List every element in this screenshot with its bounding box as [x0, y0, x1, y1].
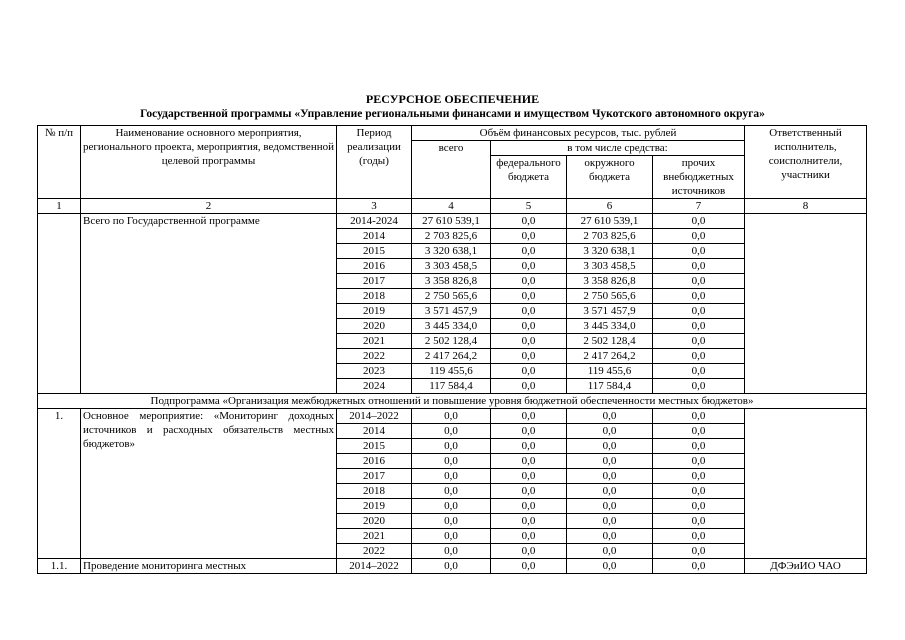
total-cell: 0,0: [412, 514, 491, 529]
col-number: 2: [81, 199, 337, 214]
other-cell: 0,0: [653, 349, 745, 364]
federal-cell: 0,0: [491, 334, 567, 349]
federal-cell: 0,0: [491, 529, 567, 544]
total-cell: 0,0: [412, 559, 491, 574]
period-cell: 2023: [337, 364, 412, 379]
other-cell: 0,0: [653, 379, 745, 394]
other-cell: 0,0: [653, 439, 745, 454]
period-cell: 2024: [337, 379, 412, 394]
period-cell: 2015: [337, 439, 412, 454]
district-cell: 0,0: [567, 424, 653, 439]
other-cell: 0,0: [653, 559, 745, 574]
total-cell: 0,0: [412, 424, 491, 439]
other-cell: 0,0: [653, 484, 745, 499]
period-cell: 2020: [337, 514, 412, 529]
subprogram-row: [38, 394, 867, 409]
federal-cell: 0,0: [491, 424, 567, 439]
federal-cell: 0,0: [491, 259, 567, 274]
federal-cell: 0,0: [491, 514, 567, 529]
activity-number: 1.1.: [38, 559, 81, 574]
other-cell: 0,0: [653, 544, 745, 559]
table-row: [38, 559, 867, 574]
federal-cell: 0,0: [491, 499, 567, 514]
activity-name: Проведение мониторинга местных: [81, 559, 337, 574]
period-cell: 2022: [337, 349, 412, 364]
period-cell: 2021: [337, 529, 412, 544]
federal-cell: 0,0: [491, 319, 567, 334]
district-cell: 119 455,6: [567, 364, 653, 379]
district-cell: 3 445 334,0: [567, 319, 653, 334]
period-cell: 2017: [337, 469, 412, 484]
responsible-cell: [745, 409, 867, 559]
total-cell: 3 303 458,5: [412, 259, 491, 274]
federal-cell: 0,0: [491, 349, 567, 364]
federal-cell: 0,0: [491, 364, 567, 379]
column-number-row: [38, 199, 867, 214]
period-cell: 2015: [337, 244, 412, 259]
district-cell: 2 502 128,4: [567, 334, 653, 349]
other-cell: 0,0: [653, 214, 745, 229]
other-cell: 0,0: [653, 364, 745, 379]
district-cell: 2 750 565,6: [567, 289, 653, 304]
other-cell: 0,0: [653, 424, 745, 439]
federal-cell: 0,0: [491, 469, 567, 484]
district-cell: 0,0: [567, 454, 653, 469]
title-line-2: Государственной программы «Управление региональными финансами и имуществом Чукотского автономного округа»: [140, 108, 765, 120]
other-cell: 0,0: [653, 529, 745, 544]
period-cell: 2014-2024: [337, 214, 412, 229]
district-cell: 0,0: [567, 514, 653, 529]
period-cell: 2014–2022: [337, 559, 412, 574]
total-cell: 2 703 825,6: [412, 229, 491, 244]
activity-number: 1.: [38, 409, 81, 559]
district-cell: 0,0: [567, 499, 653, 514]
col-number: 5: [491, 199, 567, 214]
total-cell: 27 610 539,1: [412, 214, 491, 229]
federal-cell: 0,0: [491, 304, 567, 319]
district-cell: 3 303 458,5: [567, 259, 653, 274]
header-total: всего: [412, 141, 491, 199]
period-cell: 2019: [337, 499, 412, 514]
other-cell: 0,0: [653, 499, 745, 514]
table-row: [38, 409, 867, 424]
district-cell: 0,0: [567, 409, 653, 424]
other-cell: 0,0: [653, 454, 745, 469]
activity-name: Основное мероприятие: «Мониторинг доходных источников и расходных обязательств местных бюджетов»: [81, 409, 337, 559]
total-program-name: Всего по Государственной программе: [81, 214, 337, 394]
total-cell: 0,0: [412, 544, 491, 559]
period-cell: 2018: [337, 289, 412, 304]
other-cell: 0,0: [653, 334, 745, 349]
other-cell: 0,0: [653, 409, 745, 424]
district-cell: 0,0: [567, 544, 653, 559]
federal-cell: 0,0: [491, 244, 567, 259]
total-cell: 2 502 128,4: [412, 334, 491, 349]
other-cell: 0,0: [653, 304, 745, 319]
resource-table: [37, 125, 867, 574]
period-cell: 2022: [337, 544, 412, 559]
federal-cell: 0,0: [491, 229, 567, 244]
header-period: Период реализации (годы): [337, 126, 412, 199]
total-cell: 0,0: [412, 529, 491, 544]
total-cell: 0,0: [412, 439, 491, 454]
header-name: Наименование основного мероприятия, регионального проекта, мероприятия, ведомственной целевой программы: [81, 126, 337, 199]
other-cell: 0,0: [653, 289, 745, 304]
other-cell: 0,0: [653, 514, 745, 529]
col-number: 4: [412, 199, 491, 214]
period-cell: 2018: [337, 484, 412, 499]
title-line-1: РЕСУРСНОЕ ОБЕСПЕЧЕНИЕ: [365, 92, 540, 106]
period-cell: 2014: [337, 424, 412, 439]
other-cell: 0,0: [653, 244, 745, 259]
col-number: 3: [337, 199, 412, 214]
total-cell: 3 320 638,1: [412, 244, 491, 259]
total-cell: 117 584,4: [412, 379, 491, 394]
district-cell: 0,0: [567, 484, 653, 499]
header-volume: Объём финансовых ресурсов, тыс. рублей: [412, 126, 745, 141]
district-cell: 27 610 539,1: [567, 214, 653, 229]
other-cell: 0,0: [653, 229, 745, 244]
district-cell: 3 571 457,9: [567, 304, 653, 319]
total-cell: 3 358 826,8: [412, 274, 491, 289]
col-number: 8: [745, 199, 867, 214]
total-cell: 0,0: [412, 499, 491, 514]
period-cell: 2017: [337, 274, 412, 289]
document-title: [0, 92, 905, 121]
header-district: окружного бюджета: [567, 156, 653, 199]
other-cell: 0,0: [653, 259, 745, 274]
total-cell: 2 750 565,6: [412, 289, 491, 304]
responsible-cell: ДФЭиИО ЧАО: [745, 559, 867, 574]
district-cell: 2 703 825,6: [567, 229, 653, 244]
federal-cell: 0,0: [491, 409, 567, 424]
federal-cell: 0,0: [491, 439, 567, 454]
other-cell: 0,0: [653, 319, 745, 334]
other-cell: 0,0: [653, 274, 745, 289]
col-number: 1: [38, 199, 81, 214]
total-cell: 119 455,6: [412, 364, 491, 379]
period-cell: 2016: [337, 454, 412, 469]
federal-cell: 0,0: [491, 454, 567, 469]
subprogram-title: Подпрограмма «Организация межбюджетных отношений и повышение уровня бюджетной обеспеченности местных бюджетов»: [38, 394, 867, 409]
federal-cell: 0,0: [491, 544, 567, 559]
federal-cell: 0,0: [491, 289, 567, 304]
total-cell: 0,0: [412, 454, 491, 469]
total-cell: 3 445 334,0: [412, 319, 491, 334]
total-cell: 0,0: [412, 409, 491, 424]
total-cell: 0,0: [412, 469, 491, 484]
col-number: 6: [567, 199, 653, 214]
total-cell: 2 417 264,2: [412, 349, 491, 364]
total-cell: 0,0: [412, 484, 491, 499]
period-cell: 2021: [337, 334, 412, 349]
district-cell: 3 320 638,1: [567, 244, 653, 259]
other-cell: 0,0: [653, 469, 745, 484]
period-cell: 2019: [337, 304, 412, 319]
federal-cell: 0,0: [491, 274, 567, 289]
header-num: № п/п: [38, 126, 81, 199]
table-row: [38, 214, 867, 229]
federal-cell: 0,0: [491, 559, 567, 574]
federal-cell: 0,0: [491, 484, 567, 499]
district-cell: 117 584,4: [567, 379, 653, 394]
district-cell: 0,0: [567, 469, 653, 484]
period-cell: 2016: [337, 259, 412, 274]
period-cell: 2014–2022: [337, 409, 412, 424]
district-cell: 0,0: [567, 559, 653, 574]
federal-cell: 0,0: [491, 214, 567, 229]
row-number-cell: [38, 214, 81, 394]
header-federal: федерального бюджета: [491, 156, 567, 199]
district-cell: 3 358 826,8: [567, 274, 653, 289]
responsible-cell: [745, 214, 867, 394]
period-cell: 2020: [337, 319, 412, 334]
header-other: прочих внебюджетных источников: [653, 156, 745, 199]
district-cell: 2 417 264,2: [567, 349, 653, 364]
federal-cell: 0,0: [491, 379, 567, 394]
district-cell: 0,0: [567, 529, 653, 544]
col-number: 7: [653, 199, 745, 214]
total-cell: 3 571 457,9: [412, 304, 491, 319]
header-including: в том числе средства:: [491, 141, 745, 156]
district-cell: 0,0: [567, 439, 653, 454]
header-responsible: Ответственный исполнитель, соисполнители, участники: [745, 126, 867, 199]
period-cell: 2014: [337, 229, 412, 244]
